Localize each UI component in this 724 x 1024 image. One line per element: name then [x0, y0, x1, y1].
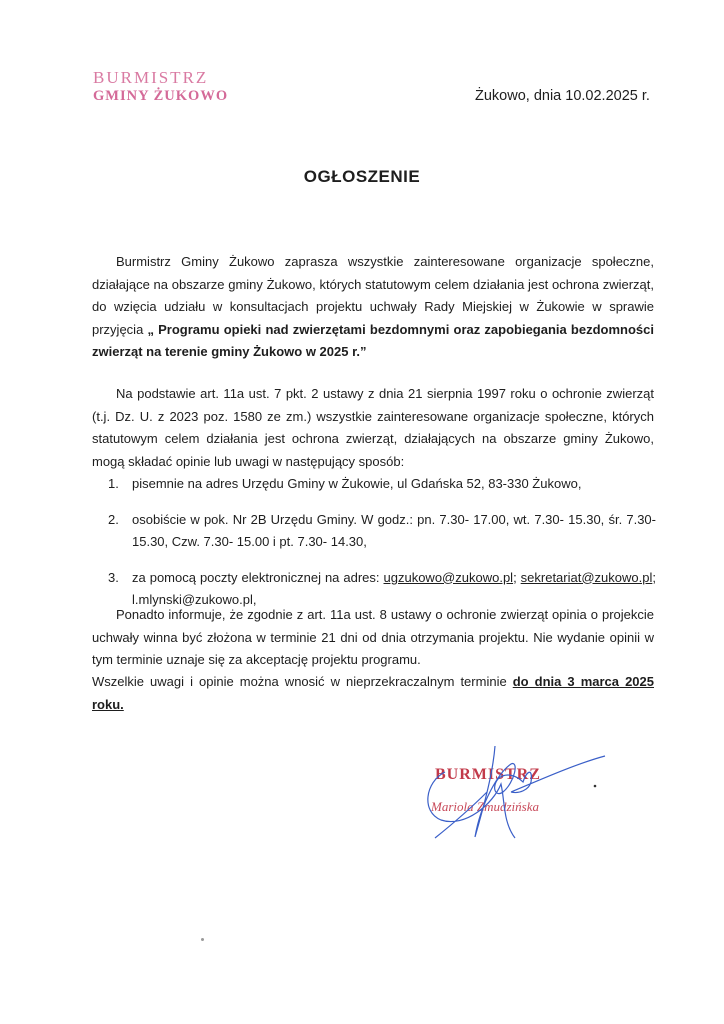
scan-speck [201, 938, 204, 941]
document-date: Żukowo, dnia 10.02.2025 r. [475, 88, 650, 104]
signature-stamp-title: BURMISTRZ [435, 766, 541, 783]
document-title: OGŁOSZENIE [303, 167, 421, 186]
signature-stamp-name: Mariola Zmudzińska [431, 799, 539, 814]
deadline-date: do dnia 3 marca 2025 roku. [92, 674, 654, 712]
list-item [108, 473, 656, 496]
signature-block [415, 742, 615, 842]
office-stamp [93, 68, 228, 106]
program-name: „ Programu opieki nad zwierzętami bezdomnymi oraz zapobiegania bezdomności zwierząt na terenie gminy Żukowo w 2025 r.” [92, 321, 654, 359]
list-number: 1. [108, 476, 119, 491]
separator: ; [513, 569, 521, 585]
list-number: 3. [108, 569, 119, 585]
paragraph-legal-basis: Na podstawie art. 11a ust. 7 pkt. 2 ustawy z dnia 21 sierpnia 1997 roku o ochronie zwierząt (t.j. Dz. U. z 2023 poz. 1580 ze zm.) wszystkie zainteresowane organizacje społeczne, których statutowym celem działania jest ochrona zwierząt, działających na obszarze gminy Żukowo, mogą składać opinie lub uwagi w następujący sposób: [92, 386, 654, 469]
separator: ; [652, 569, 656, 585]
paragraph-invitation [92, 251, 654, 364]
stamp-line-1: BURMISTRZ [93, 68, 209, 87]
email-link-sekretariat[interactable]: sekretariat@zukowo.pl [520, 569, 653, 585]
stamp-line-2: GMINY ŻUKOWO [93, 88, 229, 104]
paragraph-deadline-info: Ponadto informuje, że zgodnie z art. 11a ust. 8 ustawy o ochronie zwierząt opinia o projekcie uchwały winna być złożona w terminie 21 dni od dnia otrzymania projektu. Nie wydanie opinii w tym terminie uznaje się za akceptację projektu programu. [92, 607, 654, 667]
list-item [108, 509, 656, 554]
email-link-ugzukowo[interactable]: ugzukowo@zukowo.pl [383, 569, 514, 585]
final-text: Wszelkie uwagi i opinie można wnosić w nieprzekraczalnym terminie [92, 674, 513, 689]
list-text: osobiście w pok. Nr 2B Urzędu Gminy. W godz.: pn. 7.30- 17.00, wt. 7.30- 15.30, śr. 7.30-15.30, Czw. 7.30- 15.00 i pt. 7.30- 14.30, [132, 511, 656, 549]
submission-methods-list [108, 473, 656, 625]
list-text: pisemnie na adres Urzędu Gminy w Żukowie, ul Gdańska 52, 83-330 Żukowo, [132, 476, 582, 491]
paragraph-final [92, 671, 654, 716]
handwritten-signature-icon [415, 742, 615, 842]
list-number: 2. [108, 511, 119, 527]
email-intro: za pomocą poczty elektronicznej na adres: [132, 569, 384, 585]
email-mlynski: l.mlynski@zukowo.pl, [132, 592, 257, 607]
paragraph-invitation-text: Burmistrz Gminy Żukowo zaprasza wszystkie zainteresowane organizacje społeczne, działające na obszarze gminy Żukowo, których statutowym celem działania jest ochrona zwierząt, do wzięcia udziału w konsultacjach projektu uchwały Rady Miejskiej w Żukowie w sprawie przyjęcia [92, 254, 654, 337]
